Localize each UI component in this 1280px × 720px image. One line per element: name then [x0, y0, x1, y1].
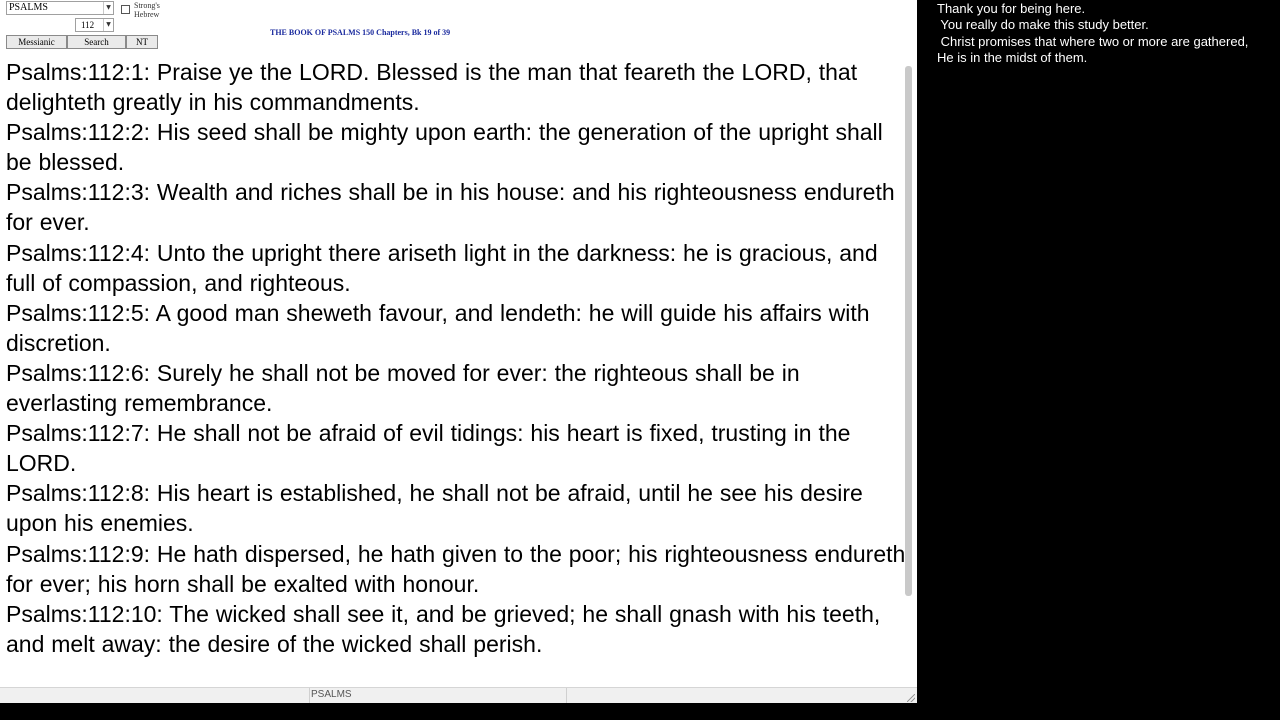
status-bar [0, 687, 917, 703]
vertical-scrollbar-thumb[interactable] [905, 66, 912, 596]
strongs-hebrew-label: Strong's Hebrew [134, 1, 160, 19]
side-message-line: He is in the midst of them. [937, 50, 1088, 66]
search-button[interactable]: Search [67, 35, 126, 49]
verse-line: Psalms:112:4: Unto the upright there ariseth light in the darkness: he is gracious, and full of compassion, and righteous. [6, 239, 878, 296]
status-panel-left [0, 688, 310, 703]
verse-line: Psalms:112:5: A good man sheweth favour, and lendeth: he will guide his affairs with discretion. [6, 299, 870, 356]
book-select-value: PSALMS [9, 2, 48, 13]
side-message-panel [937, 1, 1280, 67]
chevron-down-icon[interactable]: ▼ [103, 19, 113, 31]
verse-line: Psalms:112:9: He hath dispersed, he hath given to the poor; his righteousness endureth for ever; his horn shall be exalted with honour. [6, 540, 906, 597]
side-message-line: Thank you for being here. [937, 1, 1086, 16]
verse-line: Psalms:112:2: His seed shall be mighty upon earth: the generation of the upright shall be blessed. [6, 119, 883, 176]
chapter-select-value: 112 [81, 20, 95, 30]
status-book-label: PSALMS [311, 689, 352, 700]
status-panel-divider [566, 688, 567, 703]
book-select[interactable] [6, 1, 114, 15]
verse-line: Psalms:112:10: The wicked shall see it, and be grieved; he shall gnash with his teeth, and melt away: the desire of the wicked shall perish. [6, 600, 881, 657]
chapter-select[interactable] [75, 18, 114, 32]
verse-line: Psalms:112:3: Wealth and riches shall be in his house: and his righteousness endureth for ever. [6, 179, 895, 236]
chevron-down-icon[interactable]: ▼ [103, 2, 113, 14]
verse-line: Psalms:112:6: Surely he shall not be moved for ever: the righteous shall be in everlasting remembrance. [6, 359, 800, 417]
verse-line: Psalms:112:7: He shall not be afraid of evil tidings: his heart is fixed, trusting in the LORD. [6, 420, 851, 477]
verse-line: Psalms:112:8: His heart is established, he shall not be afraid, until he see his desire upon his enemies. [6, 480, 863, 537]
side-message-line: You really do make this study better. [937, 17, 1149, 33]
nt-button[interactable]: NT [126, 35, 158, 49]
verse-text-area[interactable] [6, 57, 906, 677]
verse-line: Psalms:112:1: Praise ye the LORD. Blessed is the man that feareth the LORD, that delighteth greatly in his commandments. [6, 59, 858, 116]
book-title-header: THE BOOK OF PSALMS 150 Chapters, Bk 19 of 39 [270, 28, 451, 37]
resize-grip-icon[interactable] [907, 694, 915, 702]
strongs-hebrew-checkbox[interactable] [121, 5, 130, 14]
messianic-button[interactable]: Messianic [6, 35, 67, 49]
side-message-line: Christ promises that where two or more are gathered, [937, 33, 1249, 49]
